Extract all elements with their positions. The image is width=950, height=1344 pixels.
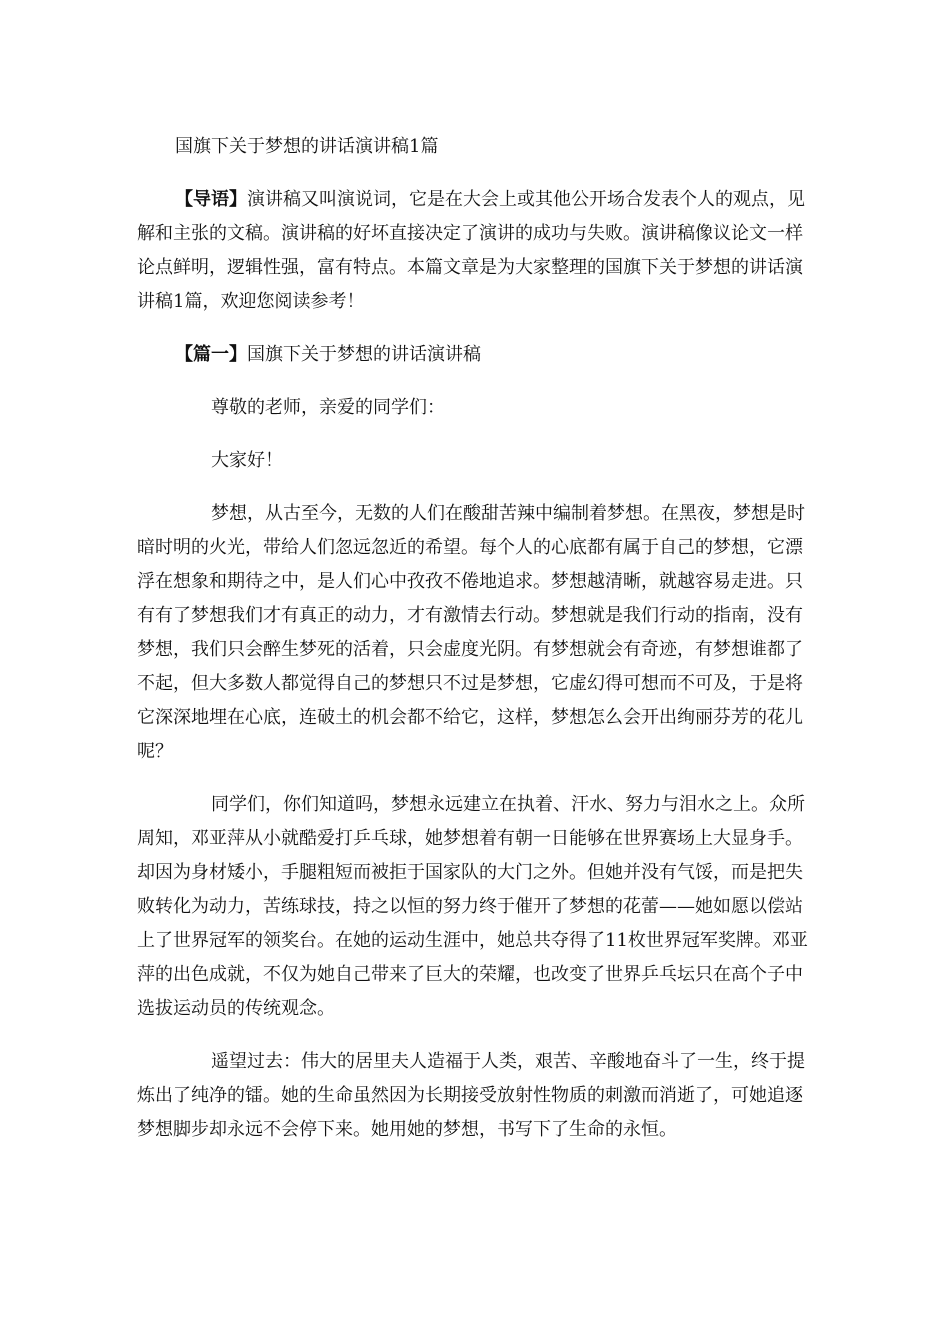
body-paragraph-2: 同学们，你们知道吗，梦想永远建立在执着、汗水、努力与泪水之上。众所周知，邓亚萍从小就酷爱打乒乓球，她梦想着有朝一日能够在世界赛场上大显身手。却因为身材矮小，手腿粗短而被拒于国家队的大门之外。但她并没有气馁，而是把失败转化为动力，苦练球技，持之以恒的努力终于催开了梦想的花蕾——她如愿以偿站上了世界冠军的领奖台。在她的运动生涯中，她总共夺得了11枚世界冠军奖牌。邓亚萍的出色成就，不仅为她自己带来了巨大的荣耀，也改变了世界乒乓坛只在高个子中选拔运动员的传统观念。 bbox=[137, 794, 808, 1019]
document-title: 国旗下关于梦想的讲话演讲稿1篇 bbox=[175, 136, 439, 157]
greeting: 大家好！ bbox=[211, 450, 283, 471]
lead-text: 演讲稿又叫演说词，它是在大会上或其他公开场合发表个人的观点，见解和主张的文稿。演讲稿的好坏直接决定了演讲的成功与失败。演讲稿像议论文一样论点鲜明，逻辑性强，富有特点。本篇文章是为大家整理的国旗下关于梦想的讲话演讲稿1篇，欢迎您阅读参考！ bbox=[137, 189, 805, 312]
document-body bbox=[137, 130, 817, 1166]
body-paragraph-3: 遥望过去：伟大的居里夫人造福于人类，艰苦、辛酸地奋斗了一生，终于提炼出了纯净的镭。她的生命虽然因为长期接受放射性物质的刺激而消逝了，可她追逐梦想脚步却永远不会停下来。她用她的梦想，书写下了生命的永恒。 bbox=[137, 1051, 805, 1140]
body-paragraph-1: 梦想，从古至今，无数的人们在酸甜苦辣中编制着梦想。在黑夜，梦想是时暗时明的火光，带给人们忽远忽近的希望。每个人的心底都有属于自己的梦想，它漂浮在想象和期待之中，是人们心中孜孜不倦地追求。梦想越清晰，就越容易走进。只有有了梦想我们才有真正的动力，才有激情去行动。梦想就是我们行动的指南，没有梦想，我们只会醉生梦死的活着，只会虚度光阴。有梦想就会有奇迹，有梦想谁都了不起，但大多数人都觉得自己的梦想只不过是梦想，它虚幻得可想而不可及，于是将它深深地埋在心底，连破土的机会都不给它，这样，梦想怎么会开出绚丽芬芳的花儿呢？ bbox=[137, 503, 805, 762]
section-tag: 【篇一】 bbox=[175, 344, 247, 365]
salutation: 尊敬的老师，亲爱的同学们： bbox=[211, 397, 445, 418]
section-title: 国旗下关于梦想的讲话演讲稿 bbox=[247, 344, 481, 365]
lead-paragraph bbox=[137, 183, 817, 319]
section-heading bbox=[137, 338, 817, 372]
lead-tag: 【导语】 bbox=[175, 189, 247, 210]
